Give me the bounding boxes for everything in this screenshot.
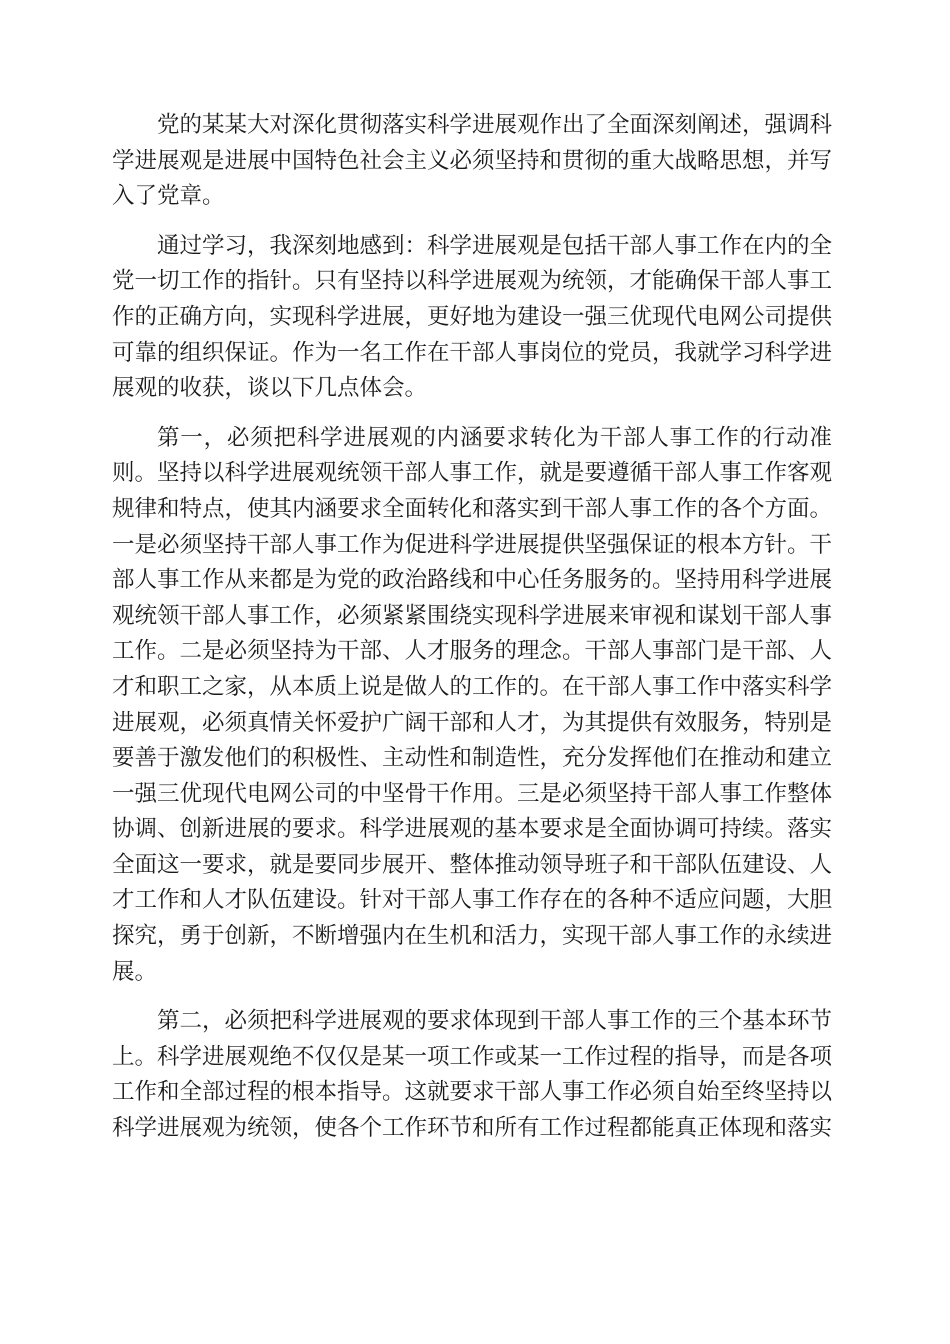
paragraph-4: 第二，必须把科学进展观的要求体现到干部人事工作的三个基本环节上。科学进展观绝不仅仅是某一项工作或某一工作过程的指导，而是各项工作和全部过程的根本指导。这就要求干部人事工作必须自始至终坚持以科学进展观为统领，使各个工作环节和所有工作过程都能真正体现和落实 bbox=[112, 1008, 833, 1142]
paragraph-3: 第一，必须把科学进展观的内涵要求转化为干部人事工作的行动准则。坚持以科学进展观统领干部人事工作，就是要遵循干部人事工作客观规律和特点，使其内涵要求全面转化和落实到干部人事工作的各个方面。一是必须坚持干部人事工作为促进科学进展提供坚强保证的根本方针。干部人事工作从来都是为党的政治路线和中心任务服务的。坚持用科学进展观统领干部人事工作，必须紧紧围绕实现科学进展来审视和谋划干部人事工作。二是必须坚持为干部、人才服务的理念。干部人事部门是干部、人才和职工之家，从本质上说是做人的工作的。在干部人事工作中落实科学进展观，必须真情关怀爱护广阔干部和人才，为其提供有效服务，特别是要善于激发他们的积极性、主动性和制造性，充分发挥他们在推动和建立一强三优现代电网公司的中坚骨干作用。三是必须坚持干部人事工作整体协调、创新进展的要求。科学进展观的基本要求是全面协调可持续。落实全面这一要求，就是要同步展开、整体推动领导班子和干部队伍建设、人才工作和人才队伍建设。针对干部人事工作存在的各种不适应问题，大胆探究，勇于创新，不断增强内在生机和活力，实现干部人事工作的永续进展。 bbox=[112, 424, 833, 985]
document-body bbox=[112, 108, 832, 1161]
paragraph-1: 党的某某大对深化贯彻落实科学进展观作出了全面深刻阐述，强调科学进展观是进展中国特色社会主义必须坚持和贯彻的重大战略思想，并写入了党章。 bbox=[112, 112, 833, 210]
paragraph-2: 通过学习，我深刻地感到：科学进展观是包括干部人事工作在内的全党一切工作的指针。只有坚持以科学进展观为统领，才能确保干部人事工作的正确方向，实现科学进展，更好地为建设一强三优现代电网公司提供可靠的组织保证。作为一名工作在干部人事岗位的党员，我就学习科学进展观的收获，谈以下几点体会。 bbox=[112, 232, 833, 402]
